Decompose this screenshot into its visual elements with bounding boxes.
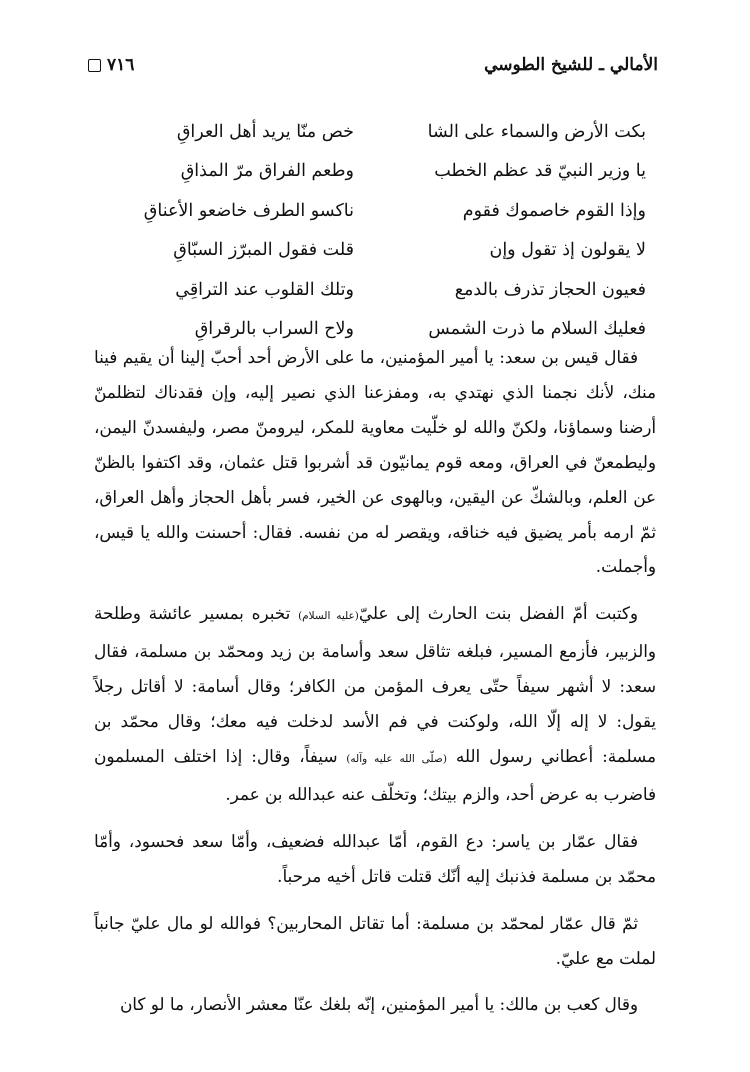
poem-verse: [86, 270, 646, 310]
honorific-note: (صلّى الله عليه وآله): [346, 752, 447, 765]
verse-second-hemistich: ولاح السراب بالرقراقِ: [194, 319, 354, 340]
verse-second-hemistich: وتلك القلوب عند التراقِي: [175, 279, 354, 300]
paragraph: [94, 596, 656, 811]
poem-verse: [86, 231, 646, 271]
paragraph-text: سيفاً، وقال: إذا اختلف المسلمون فاضرب به عرض أحد، والزم بيتك؛ وتخلّف عنه عبدالله بن عمر.: [94, 745, 656, 804]
paragraph: فقال قيس بن سعد: يا أمير المؤمنين، ما على الأرض أحد أحبّ إلينا أن يقيم فينا منك، لأنك نجمنا الذي نهتدي به، ومفزعنا الذي نصير إليه، وإن فقدناك لتظلمنّ أرضنا وسماؤنا، ولكنّ والله لو خلّيت معاوية للمكر، ليرومنّ مصر، وليفسدنّ اليمن، وليطمعنّ في العراق، ومعه قوم يمانيّون قد أشربوا قتل عثمان، وقد اكتفوا بالظنّ عن العلم، وبالشكّ عن اليقين، وبالهوى عن الخير، فسر بأهل الحجاز وأهل العراق، ثمّ ارمه بأمر يضيق فيه خناقه، ويقصر له من نفسه. فقال: أحسنت والله يا قيس، وأجملت.: [94, 347, 656, 577]
page-header: [88, 50, 658, 80]
verse-first-hemistich: فعيون الحجاز تذرف بالدمع: [454, 279, 646, 300]
poem-verse: [86, 152, 646, 192]
verse-first-hemistich: يا وزير النبيّ قد عظم الخطب: [434, 161, 646, 182]
paragraph: وقال كعب بن مالك: يا أمير المؤمنين، إنّه بلغك عنّا معشر الأنصار، ما لو كان: [119, 994, 638, 1015]
verse-second-hemistich: قلت فقول المبرّز السبّاقِ: [173, 240, 354, 261]
poem-verse: [86, 191, 646, 231]
verse-first-hemistich: فعليك السلام ما ذرت الشمس: [428, 319, 646, 340]
poem-verse: [86, 112, 646, 152]
book-title: الأمالي ـ للشيخ الطوسي: [484, 55, 658, 75]
paragraph: ثمّ قال عمّار لمحمّد بن مسلمة: أما تقاتل المحاربين؟ فوالله لو مال عليّ جانباً لملت مع عليّ.: [94, 912, 656, 968]
paragraph: فقال عمّار بن ياسر: دع القوم، أمّا عبدالله فضعيف، وأمّا سعد فحسود، وأمّا محمّد بن مسلمة فذنبك إليه أنّك قتلت قاتل أخيه مرحباً.: [94, 830, 656, 886]
verse-first-hemistich: بكت الأرض والسماء على الشا: [427, 121, 646, 142]
verse-first-hemistich: لا يقولون إذ تقول وإن: [489, 240, 646, 261]
body-text: [94, 340, 656, 1034]
paragraph-text: وكتبت أمّ الفضل بنت الحارث إلى عليّ: [358, 603, 639, 624]
verse-second-hemistich: خص منّا يريد أهل العراقِ: [176, 121, 354, 142]
page-number: ٧١٦: [107, 55, 135, 75]
verse-second-hemistich: ناكسو الطرف خاضعو الأعناقِ: [143, 200, 354, 221]
square-ornament-icon: [88, 59, 101, 72]
poem: [86, 112, 646, 349]
paragraph-text: تخبره بمسير عائشة وطلحة والزبير، فأزمع المسير، فبلغه تثاقل سعد وأسامة بن زيد ومحمّد بن مسلمة، فقال سعد: لا أشهر سيفاً حتّى يعرف المؤمن من الكافر؛ وقال أسامة: لا أقاتل رجلاً يقول: لا إله إلّا الله، ولوكنت في فم الأسد لدخلت فيه معك؛ وقال محمّد بن مسلمة: أعطاني رسول الله: [94, 603, 656, 766]
verse-second-hemistich: وطعم الفراق مرّ المذاقِ: [180, 161, 354, 182]
honorific-note: (عليه السلام): [298, 610, 359, 623]
verse-first-hemistich: وإذا القوم خاصموك فقوم: [462, 200, 646, 221]
page-number-group: [88, 55, 134, 75]
